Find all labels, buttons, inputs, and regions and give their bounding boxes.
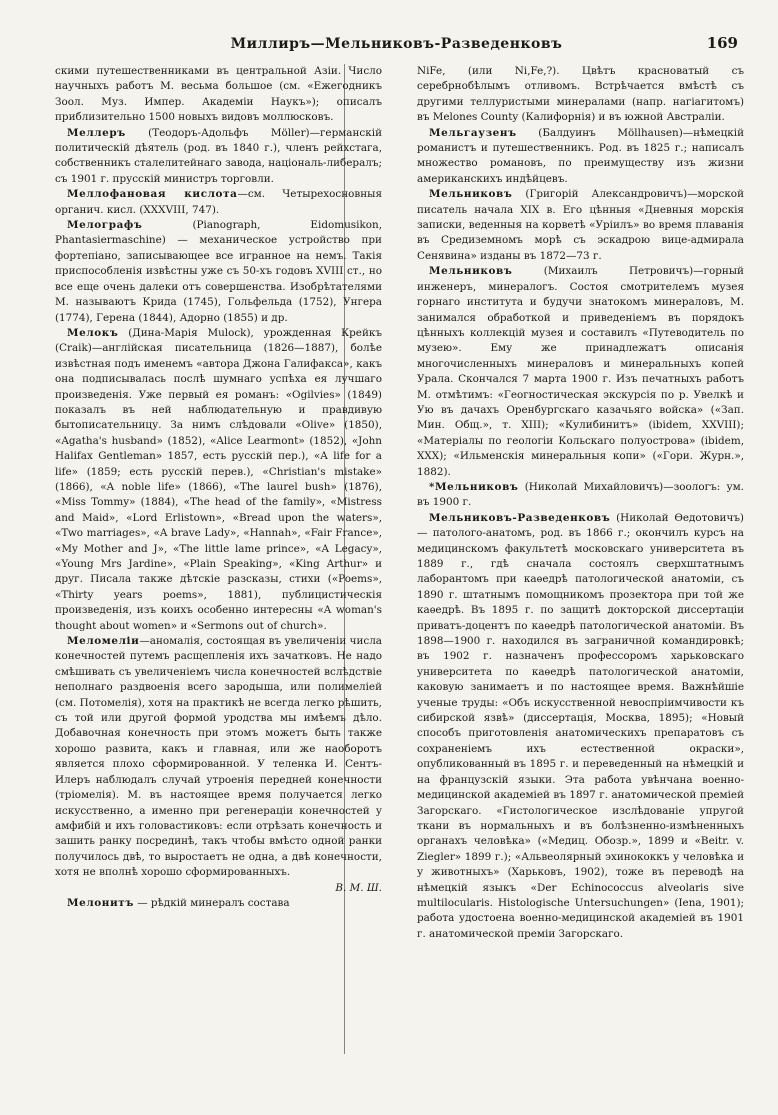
entry (55, 896, 382, 911)
entry-headword: Мельниковъ (429, 188, 513, 201)
entry-headword: *Мельниковъ (429, 480, 519, 493)
left-column (55, 64, 382, 911)
entry-text: (Николай Ѳедотовичъ) — патолого-анатомъ, род. въ 1866 г.; окончилъ курсъ на медицинскомъ факультетѣ московскаго университета въ 1889 г., гдѣ сначала состоялъ сверхштатнымъ лаборантомъ при каѳедрѣ патологической анатоміи, съ 1890 г. штатнымъ помощникомъ прозектора при той же каѳедрѣ. Въ 1895 г. по защитѣ докторской диссертаціи приватъ-доцентъ по каѳедрѣ патологической анатоміи. Въ 1898—1900 г. находился въ заграничной командировкѣ; въ 1902 г. назначенъ профессоромъ харьковскаго университета по каѳедрѣ патологической анатоміи, каковую занимаетъ и по настоящее время. Важнѣйшіе ученые труды: «Объ искусственной невоспріимчивости къ сибирской язвѣ» (диссертація, Москва, 1895); «Новый способъ приготовленія анатомическихъ препаратовъ съ сохраненіемъ ихъ естественной окраски», опубликованный въ 1895 г. и переведенный на нѣмецкій и на французскій языки. Эта работа увѣнчана военно-медицинской академіей въ 1897 г. анатомической преміей Загорскаго. «Гистологическое изслѣдованіе упругой ткани въ нормальныхъ и въ болѣзненно-измѣненныхъ органахъ человѣка» («Медиц. Обозр.», 1899 и «Beitr. v. Ziegler» 1899 г.); «Альвеолярный эхинококкъ у человѣка и у животныхъ» (Харьковъ, 1902), тоже въ переводѣ на нѣмецкій языкъ «Der Echinococcus alveolaris sive multilocularis. Histologische Untersuchungen» (Iena, 1901); работа удостоена военно-медицинской академіей въ 1901 г. анатомической преміи Загорскаго. (417, 511, 744, 940)
right-column (417, 64, 744, 942)
entry-headword: Меломеліи (67, 635, 140, 648)
entry (55, 187, 382, 218)
entry-text: (Григорій Александровичъ)—морской писатель начала XIX в. Его цѣнныя «Дневныя морскія записки, веденныя на корветѣ «Уріилъ» во время плаванія въ Средиземномъ морѣ съ эскадрою вице-адмирала Сенявина» изданы въ 1872—73 г. (417, 188, 744, 262)
entry-text: — рѣдкій минералъ состава (133, 896, 290, 909)
entry-text: скими путешественниками въ центральной Азіи. Число научныхъ работъ М. весьма большое (см. «Ежегодникъ Зоол. Муз. Импер. Академіи Наукъ»); описалъ приблизительно 1500 новыхъ видовъ моллюсковъ. (55, 65, 382, 124)
page-number: 169 (706, 34, 738, 52)
entry (417, 187, 744, 264)
entry-text: (Николай Михайловичъ)—зоологъ: ум. въ 1900 г. (417, 480, 744, 509)
entry (417, 264, 744, 480)
entry-signature: В. М. Ш. (335, 881, 382, 894)
entry-text: (Теодоръ-Адольфъ Möller)—германскій политическій дѣятель (род. въ 1840 г.), членъ рейхстага, собственникъ сталелитейнаго завода, національ-либералъ; съ 1901 г. прусскій министръ торговли. (55, 126, 382, 185)
entry (417, 511, 744, 942)
entry-text: (Дина-Марія Mulock), урожденная Крейкъ (Craik)—англійская писательница (1826—1887), болѣе извѣстная подъ именемъ «автора Джона Галифакса», какъ она подписывалась послѣ шумнаго успѣха ея лучшаго произведенія. Уже первый ея романъ: «Ogilvies» (1849) показалъ въ ней наблюдательную и правдивую бытописательницу. За нимъ слѣдовали «Olive» (1850), «Agatha's husband» (1852), «Alice Learmont» (1852), «John Halifax Gentleman» 1857, есть русскій пер.), «A life for a life» (1859; есть русскій перев.), «Christian's mistake» (1866), «A noble life» (1866), «The laurel bush» (1876), «Miss Tommy» (1884), «The head of the family», «Mistress and Maid», «Lord Erlistown», «Bread upon the waters», «Two marriages», «A brave Lady», «Hannah», «Fair France», «My Mother and J», «The little lame prince», «A Legacy», «Young Mrs Jardine», «Plain Speaking», «King Arthur» и друг. Писала также дѣтскіе разсказы, стихи («Poems», «Thirty years poems», 1881), публицистическія произведенія, изъ коихъ особенно интересны «A woman's thought about women» и «Sermons out of church». (55, 326, 382, 632)
entry-continuation (417, 64, 744, 126)
entry (55, 634, 382, 896)
entry (55, 326, 382, 634)
page-header (55, 30, 738, 60)
entry-headword: Мелокъ (67, 326, 119, 339)
entry-text: (Балдуинъ Möllhausen)—нѣмецкій романистъ и путешественникъ. Род. въ 1825 г.; написалъ множество романовъ, по преимуществу изъ жизни американскихъ индѣйцевъ. (417, 126, 744, 185)
entry-text: —см. Четырехосновныя органич. кисл. (XXXVIII, 747). (55, 188, 382, 216)
entry (55, 126, 382, 188)
entry (417, 126, 744, 188)
entry-text: NiFe, (или Ni,Fe,?). Цвѣтъ красноватый съ серебрнобѣлымъ отливомъ. Встрѣчается вмѣстѣ съ другими теллуристыми минералами (напр. нагіагитомъ) въ Melones County (Калифорнія) и въ южной Австраліи. (417, 65, 744, 124)
entry-text: (Михаилъ Петровичъ)—горный инженеръ, минералогъ. Состоя смотрителемъ музея горнаго института и будучи знатокомъ минераловъ, М. занимался обработкой и приведеніемъ въ порядокъ цѣнныхъ коллекцій музея и составилъ «Путеводитель по музею». Ему же принадлежатъ описанія многочисленныхъ минераловъ и минеральныхъ копей Урала. Скончался 7 марта 1900 г. Изъ печатныхъ работъ М. отмѣтимъ: «Геогностическая экскурсія по р. Увелкѣ и Ую въ дачахъ Оренбургскаго казачьяго войска» («Зап. Мин. Общ.», т. XIII); «Кулибинитъ» (ibidem, XXVIII); «Матеріалы по геологіи Кольскаго полуострова» (ibidem, XXX); «Ильменскія минеральныя копи» («Гори. Журн.», 1882). (417, 265, 744, 478)
entry (417, 480, 744, 511)
entry (55, 218, 382, 326)
entry-headword: Мельниковъ-Разведенковъ (429, 511, 611, 524)
entry-text: (Pianograph, Eidomusikon, Phantasiermaschine) — механическое устройство при фортепіано, записывающее все играннoе на немъ. Такія приспособленія извѣстны уже съ 50-хъ годовъ XVIII ст., но все еще очень далеки отъ совершенства. Изобрѣтателями М. называютъ Крида (1745), Гольфельда (1752), Унгера (1774), Герена (1844), Адорно (1855) и др. (55, 219, 382, 324)
entry-headword: Мелонитъ (67, 896, 134, 909)
entry-headword: Мелографъ (67, 219, 143, 232)
entry-headword: Меллеръ (67, 126, 126, 139)
entry-text: —аномалія, состоящая въ увеличеніи числа конечностей путемъ расщепленія ихъ зачатковъ. Не надо смѣшивать съ увеличеніемъ числа конечностей вслѣдствіе неполнаго раздвоенія всего зародыша, или полимеліей (см. Потомелія), хотя на практикѣ не всегда легко рѣшить, съ той или другой формой уродства мы имѣемъ дѣло. Добавочная конечность при этомъ можетъ быть также хорошо развита, какъ и главная, или же наоборотъ является плохо сформированной. У теленка И. Сентъ-Илеръ наблюдалъ случай утроенія передней конечности (тріомелія). М. въ настоящее время получается легко искусственно, а именно при регенераціи конечностей у амфибій и ихъ головастиковъ: если отрѣзать конечность и зашить ранку посрединѣ, такъ чтобы вмѣсто одной ранки получилось двѣ, то выростаетъ не одна, а двѣ конечности, хотя не вполнѣ хорошо сформированныхъ. (55, 635, 382, 879)
running-head: Миллиръ—Мельниковъ-Разведенковъ (230, 36, 563, 52)
entry-headword: Мельгаузенъ (429, 126, 517, 139)
entry-headword: Меллофановая кислота (67, 188, 238, 201)
entry-continuation (55, 64, 382, 126)
entry-headword: Мельниковъ (429, 265, 513, 278)
